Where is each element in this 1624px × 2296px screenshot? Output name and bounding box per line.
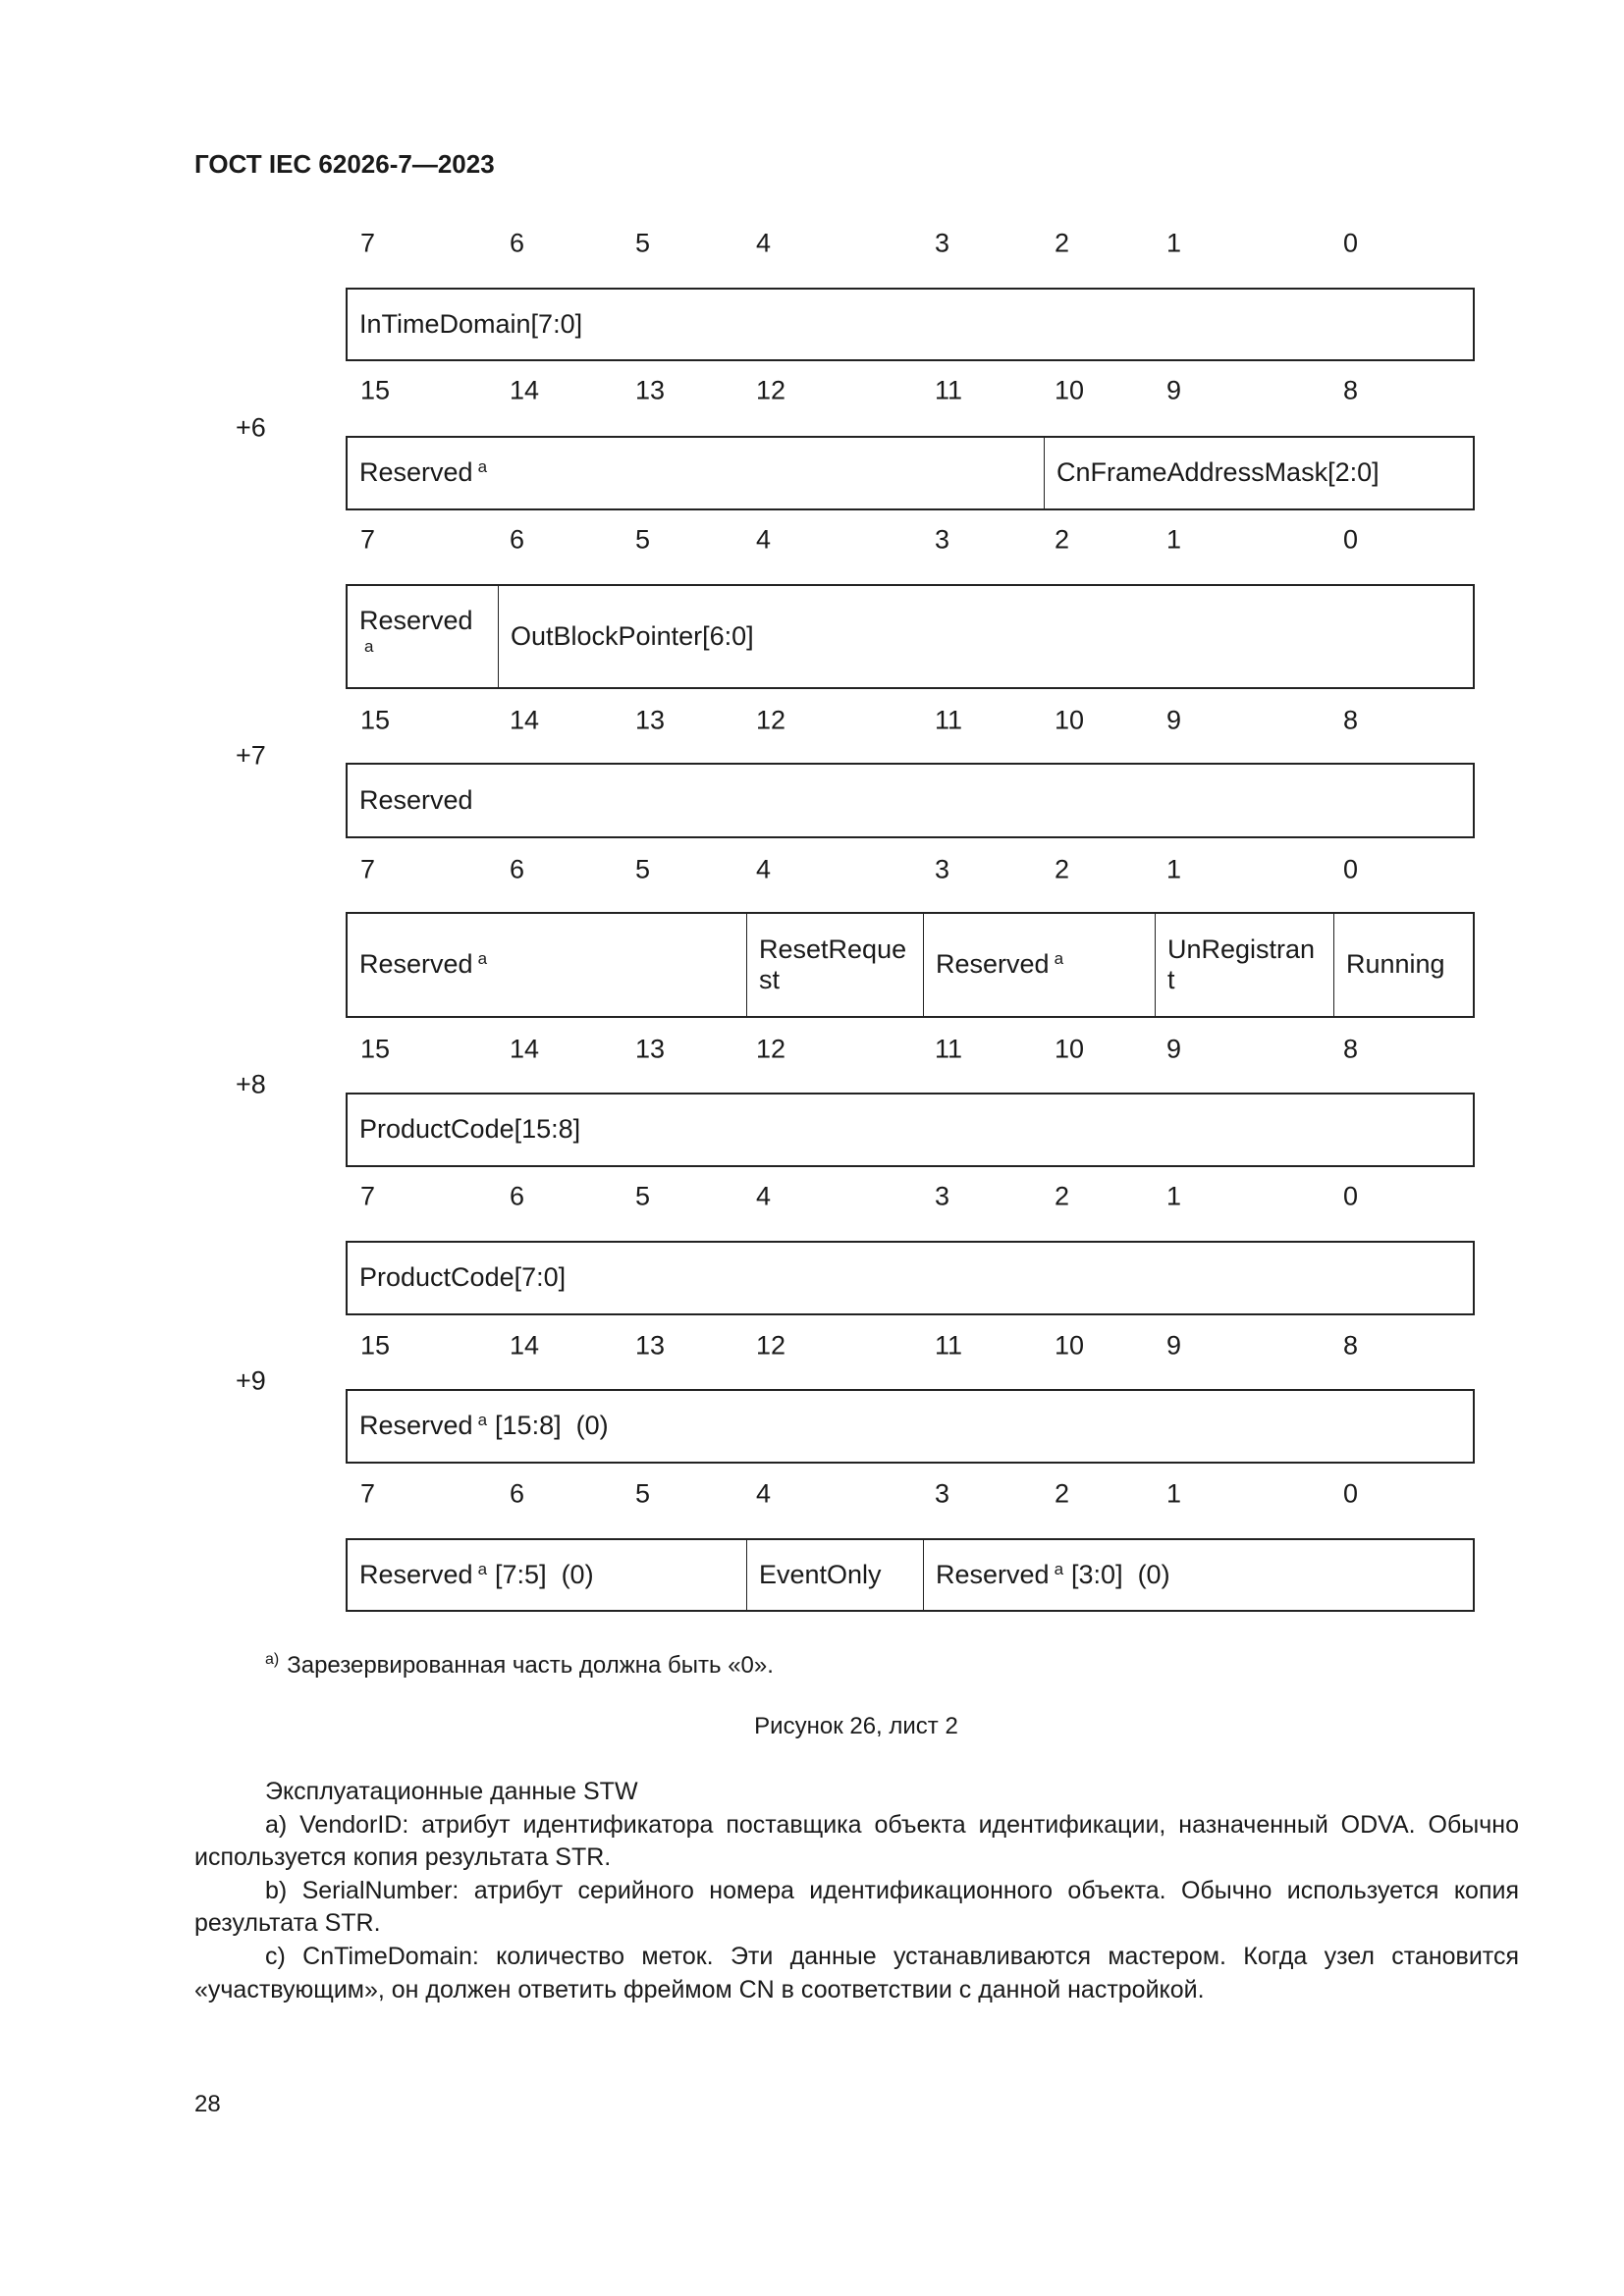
register-field <box>348 438 1044 508</box>
bit-number: 8 <box>1343 705 1359 735</box>
bit-number: 9 <box>1166 705 1182 735</box>
bit-number: 5 <box>635 854 651 884</box>
footnote-ref: a <box>477 1411 488 1430</box>
bit-number: 8 <box>1343 375 1359 405</box>
register-field-row <box>346 436 1475 510</box>
bit-number: 10 <box>1055 1034 1085 1064</box>
field-name: Reserved <box>359 784 473 815</box>
footnote-ref: a <box>477 1559 488 1578</box>
paragraph: b) SerialNumber: атрибут серийного номера идентификационного объекта. Обычно используется копия результата STR. <box>194 1876 1519 1938</box>
field-name: CnFrameAddressMask[2:0] <box>1056 457 1380 488</box>
field-name: InTimeDomain[7:0] <box>359 308 583 339</box>
bit-number: 2 <box>1055 1181 1070 1211</box>
bit-number: 13 <box>635 705 666 735</box>
figure-caption: Рисунок 26, лист 2 <box>754 1713 958 1739</box>
bit-number: 8 <box>1343 1330 1359 1361</box>
page-number: 28 <box>194 2091 221 2117</box>
register-field <box>348 1095 1477 1165</box>
bit-number: 10 <box>1055 1330 1085 1361</box>
bit-number: 4 <box>756 1478 772 1509</box>
field-name: Reserved <box>359 1559 473 1589</box>
register-field <box>746 1540 923 1610</box>
register-field <box>746 914 923 1016</box>
footnote <box>265 1651 774 1680</box>
field-name: Reserved <box>359 1411 473 1441</box>
bit-number: 5 <box>635 1181 651 1211</box>
bit-number: 7 <box>360 1181 376 1211</box>
bit-number: 4 <box>756 524 772 555</box>
field-name: Reserved <box>359 606 473 636</box>
footnote-ref: a <box>1054 1559 1064 1578</box>
bit-number: 6 <box>510 1478 525 1509</box>
bit-number: 7 <box>360 524 376 555</box>
bit-number: 12 <box>756 375 786 405</box>
bit-number: 0 <box>1343 1181 1359 1211</box>
bit-number: 2 <box>1055 854 1070 884</box>
bit-number: 7 <box>360 228 376 258</box>
field-name: Reserved <box>359 457 473 488</box>
bit-number: 7 <box>360 854 376 884</box>
footnote-ref: a <box>477 949 488 969</box>
footnote-ref: a <box>477 457 488 477</box>
register-field-row <box>346 1389 1475 1464</box>
register-field <box>1044 438 1477 508</box>
bit-number: 15 <box>360 1330 391 1361</box>
bit-number: 5 <box>635 1478 651 1509</box>
bit-number: 11 <box>935 705 963 735</box>
bit-number: 4 <box>756 1181 772 1211</box>
bit-number: 1 <box>1166 854 1182 884</box>
register-field <box>498 586 1477 687</box>
bit-number: 1 <box>1166 1478 1182 1509</box>
bit-number: 11 <box>935 1034 963 1064</box>
bit-number: 6 <box>510 854 525 884</box>
bit-number: 4 <box>756 228 772 258</box>
bit-number: 9 <box>1166 375 1182 405</box>
bit-number: 7 <box>360 1478 376 1509</box>
register-field <box>348 914 746 1016</box>
field-name: ProductCode[7:0] <box>359 1262 567 1293</box>
byte-offset: +8 <box>236 1069 266 1099</box>
bit-number: 6 <box>510 228 525 258</box>
register-field <box>348 1540 746 1610</box>
field-range: [15:8] (0) <box>495 1411 609 1441</box>
footnote-marker: a) <box>265 1651 280 1668</box>
byte-offset: +7 <box>236 740 266 771</box>
bit-number: 9 <box>1166 1330 1182 1361</box>
register-field <box>923 1540 1477 1610</box>
register-field <box>348 290 1477 359</box>
register-field-row <box>346 912 1475 1018</box>
footnote-text: Зарезервированная часть должна быть «0». <box>287 1652 774 1679</box>
bit-number: 13 <box>635 1034 666 1064</box>
bit-number: 4 <box>756 854 772 884</box>
field-name: Reserved <box>359 949 473 980</box>
bit-number: 14 <box>510 705 540 735</box>
paragraph: Эксплуатационные данные STW <box>265 1778 638 1805</box>
bit-number: 9 <box>1166 1034 1182 1064</box>
register-field <box>348 765 1477 836</box>
body-text <box>194 1776 1519 2006</box>
paragraph: a) VendorID: атрибут идентификатора поставщика объекта идентификации, назначенный ODVA. Обычно используется копия результата STR. <box>194 1810 1519 1872</box>
document-header: ГОСТ IEC 62026-7—2023 <box>194 149 495 179</box>
field-name: ProductCode[15:8] <box>359 1114 581 1145</box>
bit-number: 2 <box>1055 524 1070 555</box>
register-field <box>923 914 1155 1016</box>
byte-offset: +6 <box>236 412 266 443</box>
footnote-ref: a <box>1054 949 1064 969</box>
bit-number: 3 <box>935 1478 950 1509</box>
bit-number: 3 <box>935 854 950 884</box>
bit-number: 2 <box>1055 228 1070 258</box>
bit-number: 3 <box>935 1181 950 1211</box>
bit-number: 15 <box>360 1034 391 1064</box>
bit-number: 1 <box>1166 524 1182 555</box>
bit-number: 12 <box>756 705 786 735</box>
bit-number: 3 <box>935 228 950 258</box>
register-field-row <box>346 584 1475 689</box>
register-field <box>1333 914 1477 1016</box>
bit-number: 12 <box>756 1330 786 1361</box>
bit-number: 10 <box>1055 375 1085 405</box>
register-field <box>348 1243 1477 1313</box>
bit-number: 13 <box>635 1330 666 1361</box>
field-range: [7:5] (0) <box>495 1559 594 1589</box>
bit-number: 5 <box>635 228 651 258</box>
field-name: ResetRequest <box>759 934 907 994</box>
bit-number: 0 <box>1343 1478 1359 1509</box>
register-field-row <box>346 1538 1475 1612</box>
bit-number: 14 <box>510 1330 540 1361</box>
bit-number: 3 <box>935 524 950 555</box>
bit-number: 10 <box>1055 705 1085 735</box>
bit-number: 15 <box>360 375 391 405</box>
bit-number: 11 <box>935 375 963 405</box>
bit-number: 1 <box>1166 228 1182 258</box>
paragraph: c) CnTimeDomain: количество меток. Эти данные устанавливаются мастером. Когда узел становится «участвующим», он должен ответить фреймом CN в соответствии с данной настройкой. <box>194 1942 1519 2003</box>
bit-number: 8 <box>1343 1034 1359 1064</box>
byte-offset: +9 <box>236 1365 266 1396</box>
bit-number: 11 <box>935 1330 963 1361</box>
register-field <box>348 1391 1477 1462</box>
register-field-row <box>346 763 1475 838</box>
bit-number: 0 <box>1343 854 1359 884</box>
bit-number: 6 <box>510 524 525 555</box>
register-field-row <box>346 1241 1475 1315</box>
register-field-row <box>346 288 1475 361</box>
field-name: UnRegistrant <box>1167 934 1316 994</box>
field-name: OutBlockPointer[6:0] <box>511 620 754 651</box>
bit-number: 13 <box>635 375 666 405</box>
bit-number: 6 <box>510 1181 525 1211</box>
bit-number: 0 <box>1343 228 1359 258</box>
bit-number: 14 <box>510 375 540 405</box>
field-name: Reserved <box>936 949 1050 980</box>
bit-number: 2 <box>1055 1478 1070 1509</box>
bit-number: 14 <box>510 1034 540 1064</box>
field-name: Running <box>1346 949 1445 980</box>
bit-number: 12 <box>756 1034 786 1064</box>
bit-number: 15 <box>360 705 391 735</box>
field-name: Reserved <box>936 1559 1050 1589</box>
footnote-ref: a <box>364 636 374 656</box>
register-field <box>1155 914 1333 1016</box>
bit-number: 5 <box>635 524 651 555</box>
bit-number: 1 <box>1166 1181 1182 1211</box>
register-field-row <box>346 1093 1475 1167</box>
bit-number: 0 <box>1343 524 1359 555</box>
field-range: [3:0] (0) <box>1071 1559 1170 1589</box>
register-field <box>348 586 498 687</box>
field-name: EventOnly <box>759 1559 882 1589</box>
